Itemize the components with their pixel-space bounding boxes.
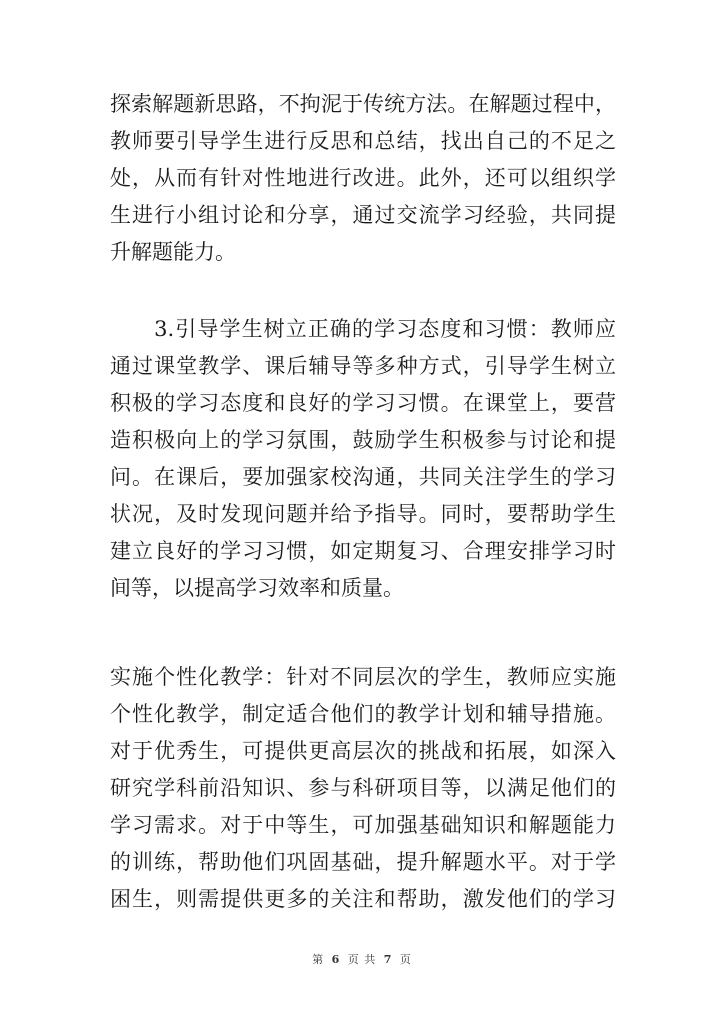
text-line: 探索解题新思路，不拘泥于传统方法。在解题过程中，	[110, 92, 616, 116]
text-line: 个性化教学，制定适合他们的教学计划和辅导措施。	[110, 702, 616, 726]
text-line: 3.引导学生树立正确的学习态度和习惯：教师应	[110, 317, 616, 341]
paragraph-2	[110, 311, 616, 607]
text-line: 积极的学习态度和良好的学习习惯。在课堂上，要营	[110, 391, 616, 415]
text-line: 间等，以提高学习效率和质量。	[110, 576, 404, 600]
text-line: 研究学科前沿知识、参与科研项目等，以满足他们的	[110, 776, 616, 800]
text-line: 状况，及时发现问题并给予指导。同时，要帮助学生	[110, 502, 616, 526]
paragraph-1	[110, 86, 616, 271]
text-line: 学习需求。对于中等生，可加强基础知识和解题能力	[110, 813, 616, 837]
text-line: 实施个性化教学：针对不同层次的学生，教师应实施	[110, 665, 616, 689]
page-footer	[0, 951, 724, 967]
current-page-number: 6	[331, 953, 341, 966]
text-line: 建立良好的学习习惯，如定期复习、合理安排学习时	[110, 539, 616, 563]
text-line: 的训练，帮助他们巩固基础，提升解题水平。对于学	[110, 850, 616, 874]
text-line: 教师要引导学生进行反思和总结，找出自己的不足之	[110, 129, 616, 153]
text-line: 生进行小组讨论和分享，通过交流学习经验，共同提	[110, 203, 616, 227]
text-line: 问。在课后，要加强家校沟通，共同关注学生的学习	[110, 465, 616, 489]
footer-middle: 页 共	[347, 953, 377, 966]
text-line: 通过课堂教学、课后辅导等多种方式，引导学生树立	[110, 354, 616, 378]
text-line: 造积极向上的学习氛围，鼓励学生积极参与讨论和提	[110, 428, 616, 452]
footer-prefix: 第	[312, 953, 325, 966]
paragraph-3	[110, 659, 616, 918]
total-page-count: 7	[383, 953, 393, 966]
text-line: 对于优秀生，可提供更高层次的挑战和拓展，如深入	[110, 739, 616, 763]
text-line: 处，从而有针对性地进行改进。此外，还可以组织学	[110, 166, 616, 190]
footer-suffix: 页	[399, 953, 412, 966]
text-line: 困生，则需提供更多的关注和帮助，激发他们的学习	[110, 887, 616, 911]
text-line: 升解题能力。	[110, 240, 236, 264]
